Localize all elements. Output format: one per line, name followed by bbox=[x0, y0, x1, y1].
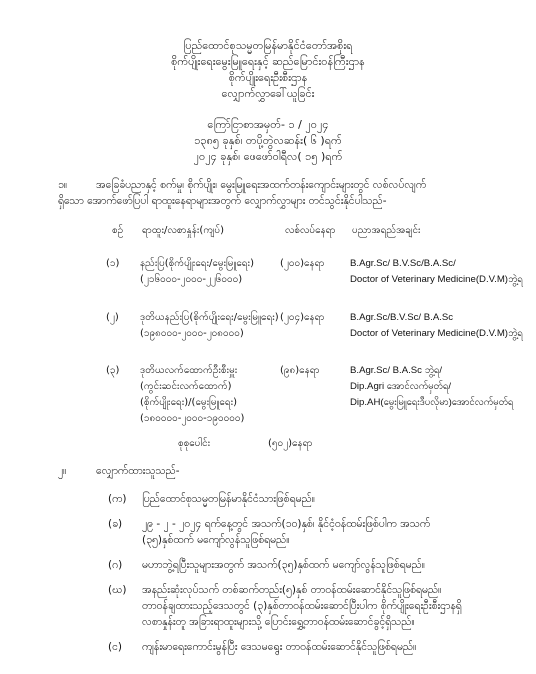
item-label: (င) bbox=[108, 641, 123, 653]
item-text: မဟာဘွဲ့ရပြီးသူများအတွက် အသက်(၃၅)နှစ်ထက် မကျော်လွန်သူဖြစ်ရမည်။ bbox=[142, 559, 425, 571]
column-header-qualification: ပညာအရည်အချင်း bbox=[352, 225, 421, 236]
total-label: စုစုပေါင်း bbox=[178, 438, 211, 449]
notice-date-myanmar: ၁၃၈၅ ခုနှစ်၊ တပို့တွဲလဆန်း( ၆ )ရက် bbox=[194, 134, 342, 147]
qualification-text: Dip.Agri အောင်လက်မှတ်ရ/ bbox=[350, 381, 452, 392]
column-header-vacancies: လစ်လပ်နေရာ bbox=[285, 225, 336, 236]
notice-number: ကြော်ငြာစာအမှတ်- ၁ / ၂၀၂၄ bbox=[207, 118, 329, 131]
qualification-text: B.Agr.Sc/B.V.Sc/ B.A.Sc bbox=[350, 312, 454, 323]
total-value: (၅၀၂)နေရာ bbox=[268, 438, 313, 449]
column-header-no: စဉ် bbox=[112, 225, 124, 236]
paragraph-number: ၁။ bbox=[58, 179, 68, 191]
government-name: ပြည်ထောင်စုသမ္မတမြန်မာနိုင်ငံတော်အစိုးရ bbox=[183, 39, 353, 52]
item-text: အနည်းဆုံးလုပ်သက် တစ်ဆက်တည်း(၅)နှစ် တာဝန်ထမ်းဆောင်နိုင်သူဖြစ်ရမည်။ bbox=[142, 584, 442, 596]
item-label: (ခ) bbox=[108, 518, 123, 530]
salary-scale: (၂၁၆၀၀၀-၂၀၀၀-၂၂၆၀၀၀) bbox=[140, 274, 243, 285]
notice-title: လျှောက်လွှာခေါ်ယူခြင်း bbox=[221, 87, 315, 100]
item-text: (၃၅)နှစ်ထက် မကျော်လွန်သူဖြစ်ရမည်။ bbox=[142, 534, 290, 546]
ministry-name: စိုက်ပျိုးရေးမွေးမြူရေးနှင့် ဆည်မြောင်းဝန်ကြီးဌာန bbox=[171, 55, 365, 68]
salary-scale: (၁၈၀၀၀၀-၂၀၀၀-၁၉၀၀၀၀) bbox=[140, 413, 245, 424]
row-number: (၃) bbox=[106, 365, 120, 376]
position-subtitle: (ကွင်းဆင်းလက်ထောက်) bbox=[140, 381, 232, 392]
item-text: ပြည်ထောင်စုသမ္မတမြန်မာနိုင်ငံသားဖြစ်ရမည်။ bbox=[142, 493, 315, 505]
position-name: ဒုတိယလက်ထောက်ဦးစီးမှူး bbox=[140, 365, 238, 376]
position-name: နည်းပြ(စိုက်ပျိုးရေး/မွေးမြူရေး) bbox=[140, 258, 254, 269]
notice-date-gregorian: ၂၀၂၄ ခုနှစ်၊ ဖေဖော်ဝါရီလ( ၁၅ )ရက် bbox=[193, 150, 343, 163]
position-subtitle: (စိုက်ပျိုးရေး)/(မွေးမြူရေး) bbox=[140, 397, 238, 408]
item-text: တာဝန်ချထားသည့်ဒေသတွင် (၃)နှစ်တာဝန်ထမ်းဆောင်ပြီးပါက စိုက်ပျိုးရေးဦးစီးဌာနရှိ bbox=[142, 600, 462, 612]
qualification-text: Dip.AH(မွေးမြူရေးဒီပလိုမာ)အောင်လက်မှတ်ရ bbox=[350, 397, 514, 408]
department-name: စိုက်ပျိုးရေးဦးစီးဌာန bbox=[228, 71, 308, 84]
salary-scale: (၁၉၈၀၀၀-၂၀၀၀-၂၀၈၀၀၀) bbox=[140, 328, 244, 339]
qualification-text: Doctor of Veterinary Medicine(D.V.M)ဘွဲ့ရ bbox=[350, 274, 523, 285]
qualification-text: B.Agr.Sc/ B.A.Sc ဘွဲ့ရ/ bbox=[350, 365, 443, 376]
paragraph-text: ရှိသော အောက်ဖော်ပြပါ ရာထူးနေရာများအတွက် လျှောက်လွှာများ တင်သွင်းနိုင်ပါသည်- bbox=[58, 195, 387, 207]
item-label: (ဂ) bbox=[108, 559, 123, 571]
item-label: (ဃ) bbox=[108, 584, 127, 596]
row-number: (၂) bbox=[106, 312, 119, 323]
row-number: (၁) bbox=[106, 258, 120, 269]
item-text: ၂၉ - ၂ - ၂၀၂၄ ရက်နေ့တွင် အသက်(၁၀)နှစ်၊ နိုင်ငံ့ဝန်ထမ်းဖြစ်ပါက အသက် bbox=[142, 518, 431, 530]
qualification-text: B.Agr.Sc/ B.V.Sc/B.A.Sc/ bbox=[350, 258, 456, 269]
item-text: လစာနှုန်းတူ အခြားရာထူးများသို့ ပြောင်းရွှေ့တာဝန်ထမ်းဆောင်ခွင့်ရှိသည်။ bbox=[142, 616, 415, 628]
vacancy-count: (၂၀၄)နေရာ bbox=[280, 312, 325, 323]
paragraph-text: အခြေခံပညာနှင့် စက်မှု၊ စိုက်ပျိုး၊ မွေးမြူရေးအထက်တန်းကျောင်းများတွင် လစ်လပ်လျက် bbox=[96, 179, 427, 191]
qualification-text: Doctor of Veterinary Medicine(D.V.M)ဘွဲ့ရ bbox=[350, 328, 523, 339]
position-name: ဒုတိယနည်းပြ(စိုက်ပျိုးရေး/မွေးမြူရေး) bbox=[140, 312, 279, 323]
column-header-position: ရာထူး/လစာနှုန်း(ကျပ်) bbox=[142, 225, 224, 236]
item-label: (က) bbox=[108, 493, 127, 505]
paragraph-number: ၂။ bbox=[58, 465, 67, 477]
item-text: ကျန်းမာရေးကောင်းမွန်ပြီး ဒေသမရွေး တာဝန်ထမ်းဆောင်နိုင်သူဖြစ်ရမည်။ bbox=[142, 641, 417, 653]
paragraph-title: လျှောက်ထားသူသည်- bbox=[96, 465, 180, 477]
vacancy-count: (၂၀၀)နေရာ bbox=[280, 258, 325, 269]
vacancy-count: (၉၈)နေရာ bbox=[280, 365, 320, 376]
